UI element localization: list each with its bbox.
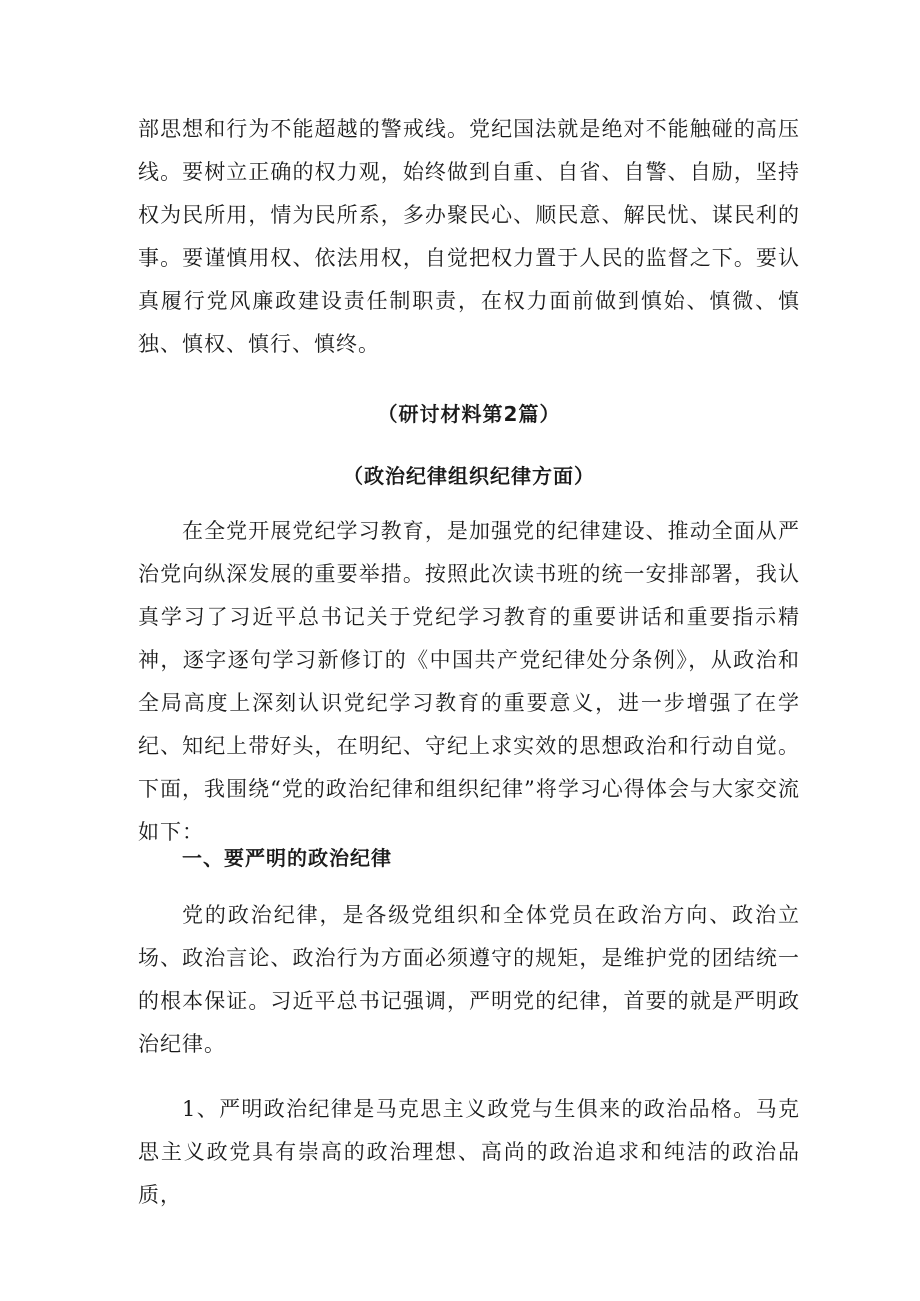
paragraph-introduction: 在全党开展党纪学习教育，是加强党的纪律建设、推动全面从严治党向纵深发展的重要举措。按照此次读书班的统一安排部署，我认真学习了习近平总书记关于党纪学习教育的重要讲话和重要指示精神，逐字逐句学习新修订的《中国共产党纪律处分条例》，从政治和全局高度上深刻认识党纪学习教育的重要意义，进一步增强了在学纪、知纪上带好头，在明纪、守纪上求实效的思想政治和行动自觉。下面，我围绕“党的政治纪律和组织纪律”将学习心得体会与大家交流如下： (138, 519, 800, 844)
document-subtitle: （政治纪律组织纪律方面） (343, 464, 595, 488)
document-title: （研讨材料第2篇） (377, 402, 561, 426)
paragraph-political-discipline: 党的政治纪律，是各级党组织和全体党员在政治方向、政治立场、政治言论、政治行为方面必须遵守的规矩，是维护党的团结统一的根本保证。习近平总书记强调，严明党的纪律，首要的就是严明政治纪律。 (138, 903, 800, 1056)
paragraph-power-view: 部思想和行为不能超越的警戒线。党纪国法就是绝对不能触碰的高压线。要树立正确的权力观，始终做到自重、自省、自警、自励，坚持权为民所用，情为民所系，多办聚民心、顺民意、解民忧、谋民利的事。要谨慎用权、依法用权，自觉把权力置于人民的监督之下。要认真履行党风廉政建设责任制职责，在权力面前做到慎始、慎微、慎独、慎权、慎行、慎终。 (138, 117, 800, 356)
paragraph-marxist-party: 1、严明政治纪律是马克思主义政党与生俱来的政治品格。马克思主义政党具有崇高的政治理想、高尚的政治追求和纯洁的政治品质， (138, 1097, 800, 1207)
section-heading-political-discipline: 一、要严明的政治纪律 (182, 846, 392, 870)
